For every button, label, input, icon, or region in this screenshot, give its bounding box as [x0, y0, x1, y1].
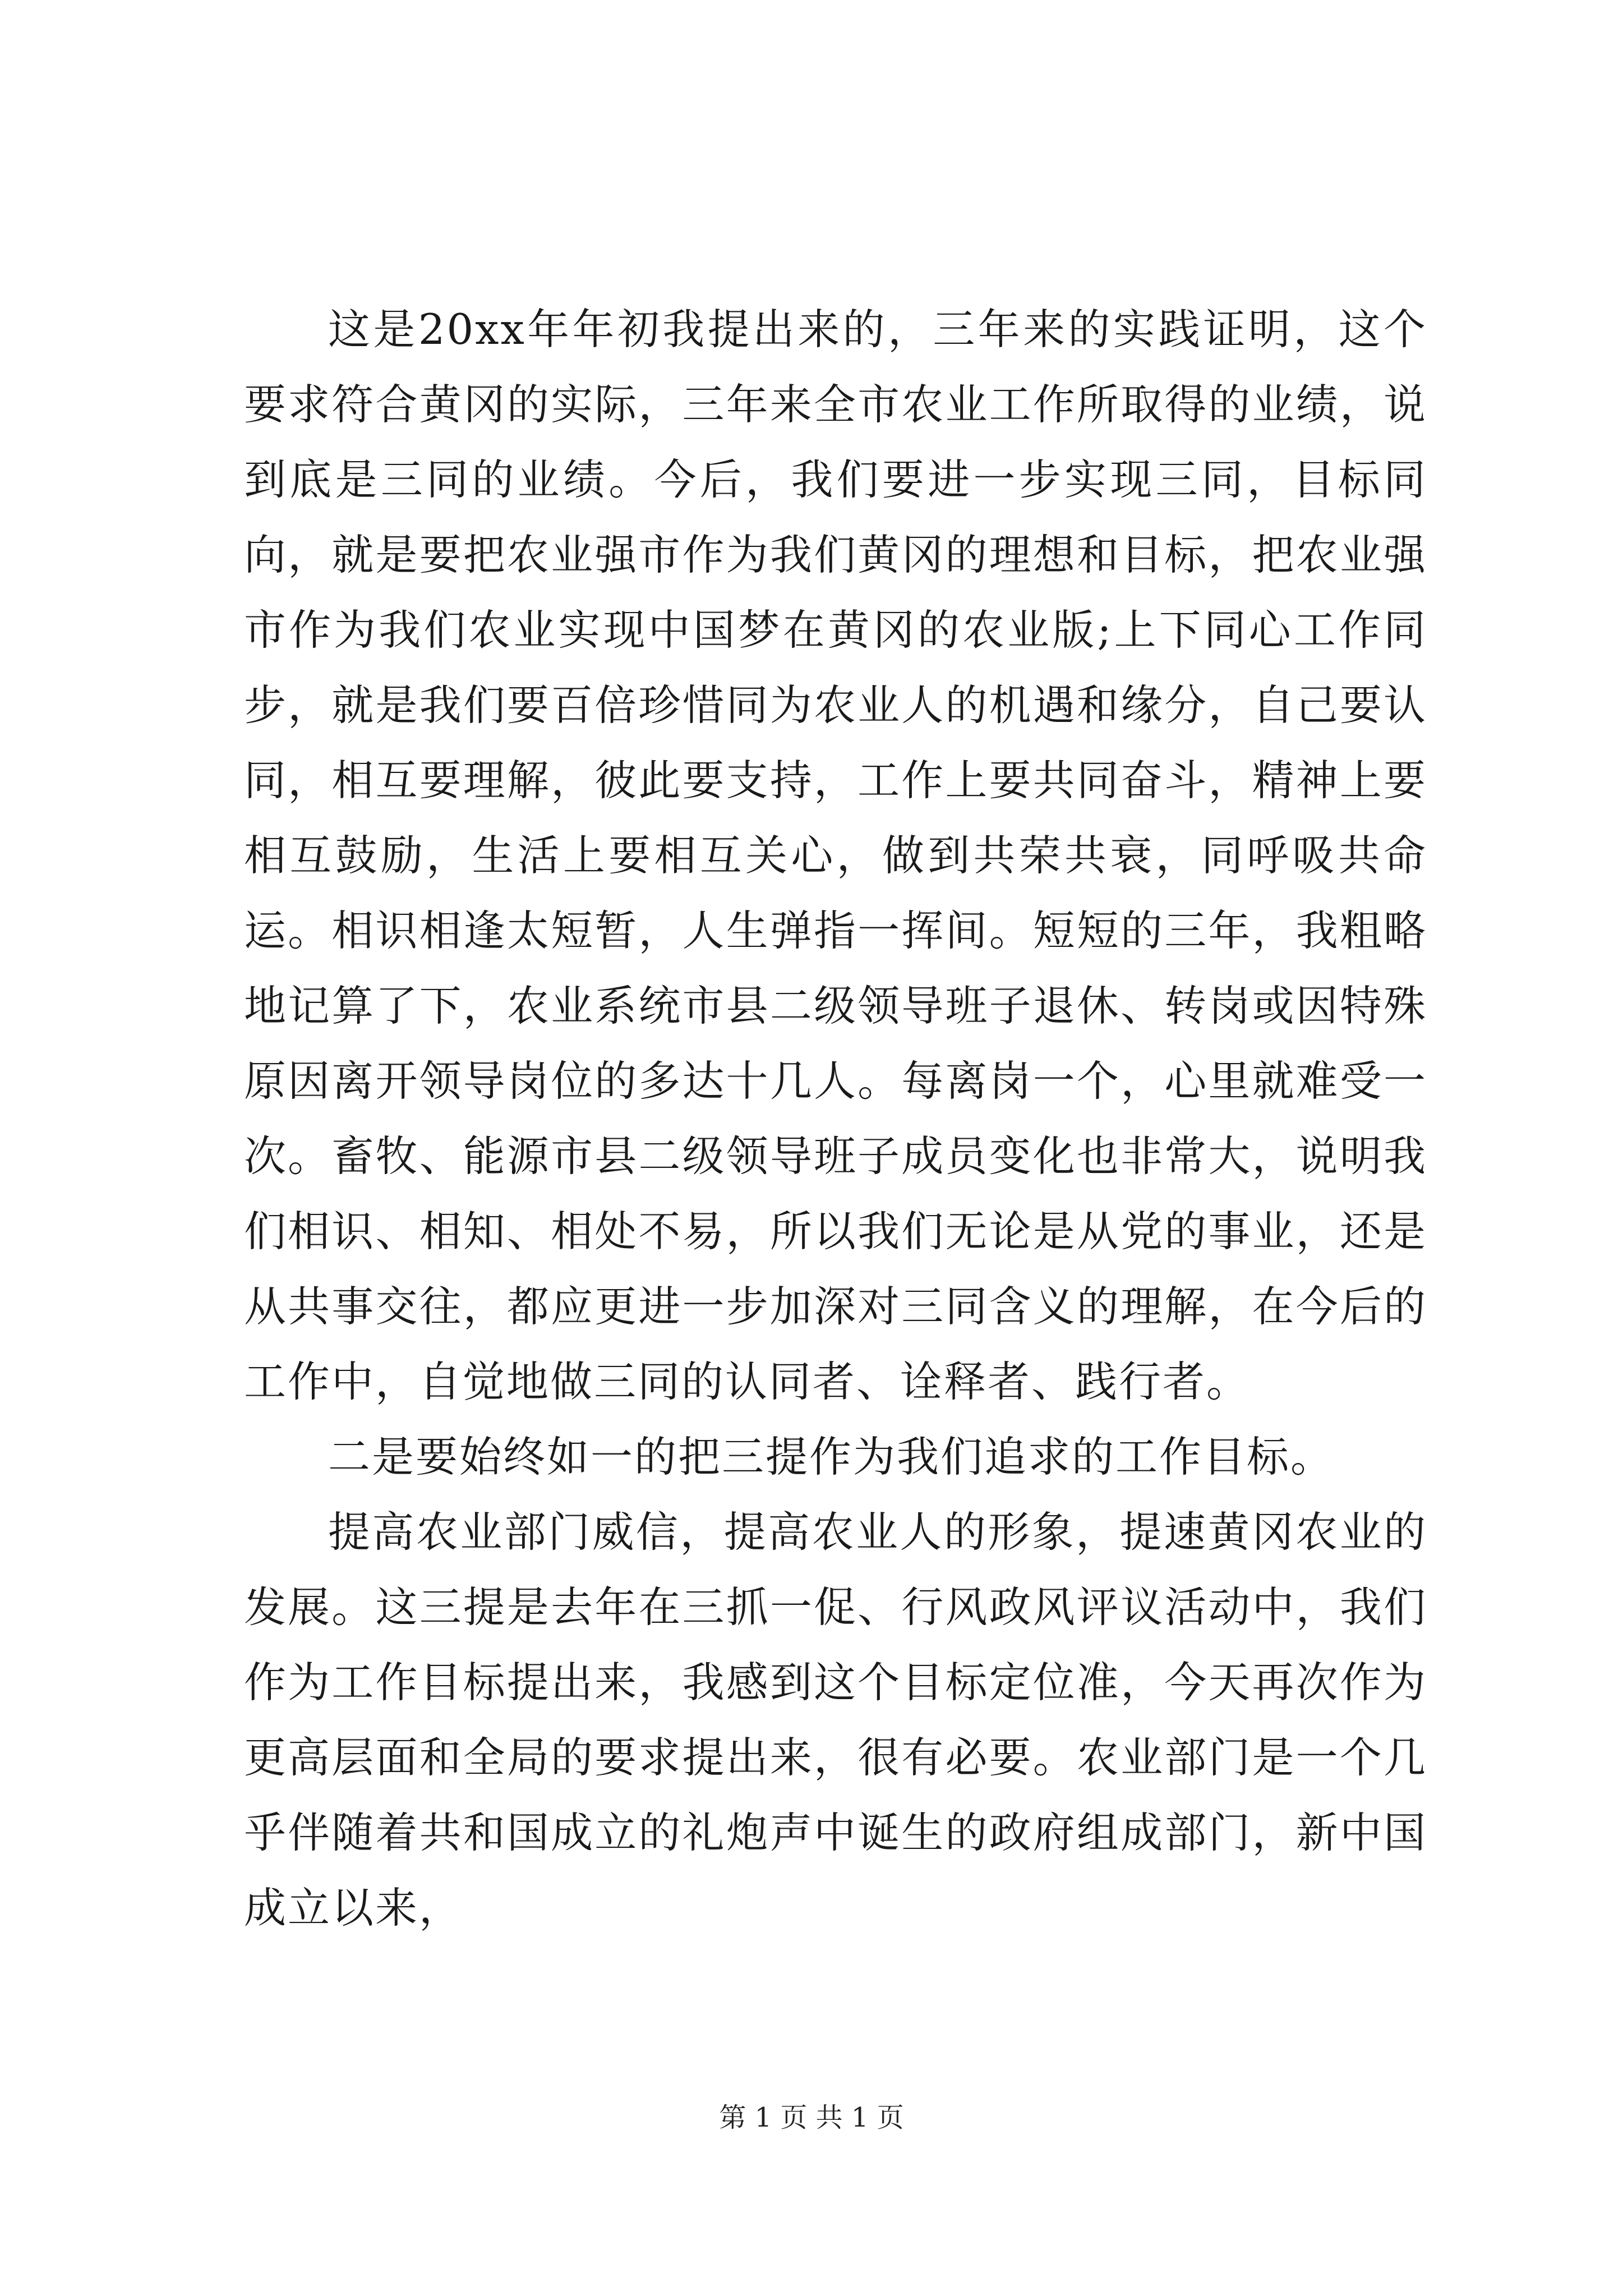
- paragraph-1: 这是20xx年年初我提出来的，三年来的实践证明，这个要求符合黄冈的实际，三年来全市农业工作所取得的业绩，说到底是三同的业绩。今后，我们要进一步实现三同，目标同向，就是要把农业强市作为我们黄冈的理想和目标，把农业强市作为我们农业实现中国梦在黄冈的农业版;上下同心工作同步，就是我们要百倍珍惜同为农业人的机遇和缘分，自己要认同，相互要理解，彼此要支持，工作上要共同奋斗，精神上要相互鼓励，生活上要相互关心，做到共荣共衰，同呼吸共命运。相识相逢太短暂，人生弹指一挥间。短短的三年，我粗略地记算了下，农业系统市县二级领导班子退休、转岗或因特殊原因离开领导岗位的多达十几人。每离岗一个，心里就难受一次。畜牧、能源市县二级领导班子成员变化也非常大，说明我们相识、相知、相处不易，所以我们无论是从党的事业，还是从共事交往，都应更进一步加深对三同含义的理解，在今后的工作中，自觉地做三同的认同者、诠释者、践行者。: [244, 305, 1427, 1406]
- page-footer: 第 1 页 共 1 页: [719, 2102, 904, 2133]
- paragraph-3: 提高农业部门威信，提高农业人的形象，提速黄冈农业的发展。这三提是去年在三抓一促、行风政风评议活动中，我们作为工作目标提出来，我感到这个目标定位准，今天再次作为更高层面和全局的要求提出来，很有必要。农业部门是一个几乎伴随着共和国成立的礼炮声中诞生的政府组成部门，新中国成立以来，: [244, 1507, 1427, 1932]
- document-body: [244, 292, 1427, 1945]
- paragraph-2: 二是要始终如一的把三提作为我们追求的工作目标。: [328, 1432, 1335, 1481]
